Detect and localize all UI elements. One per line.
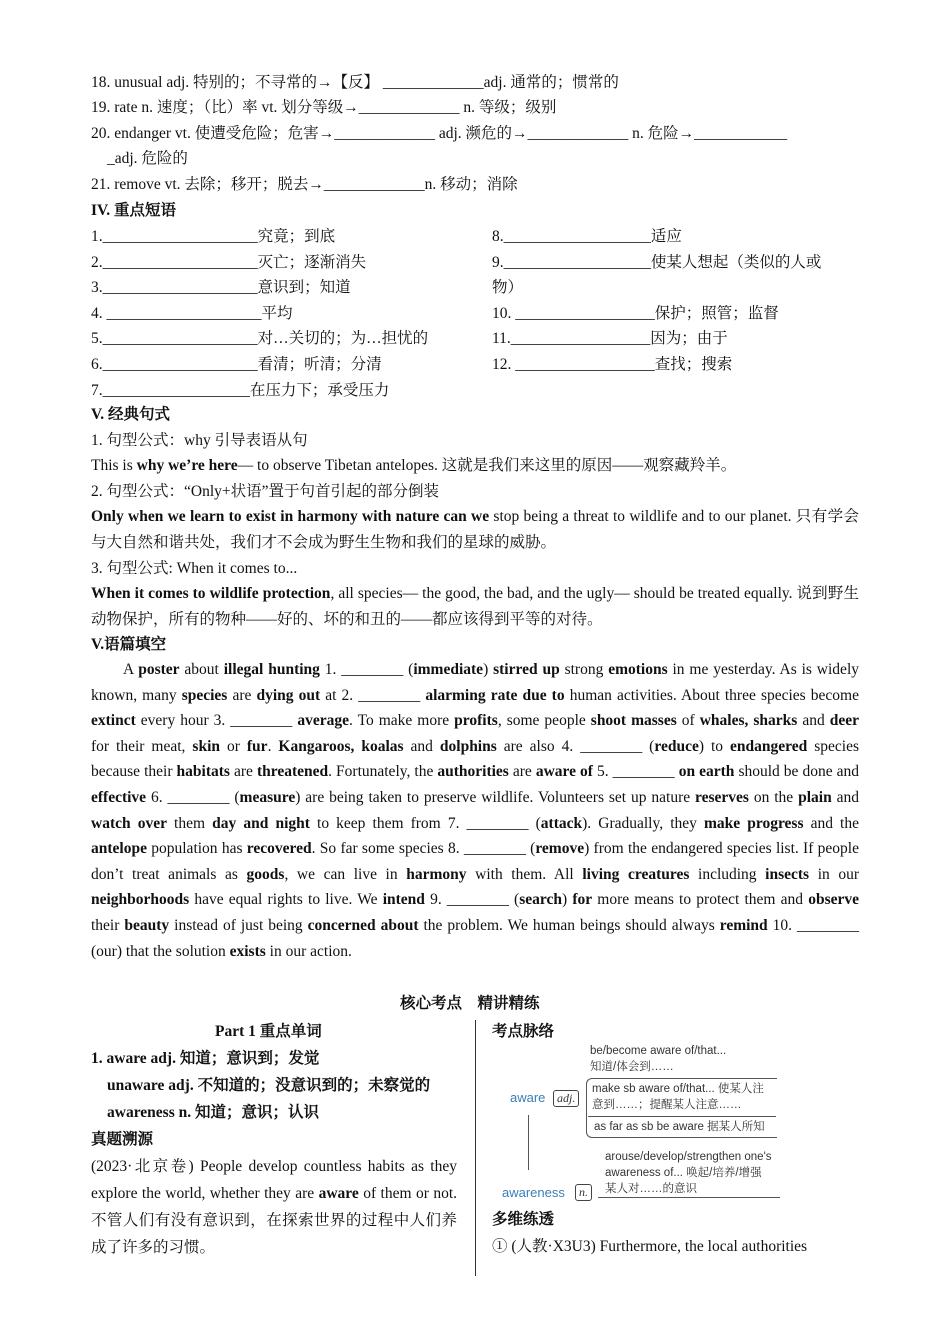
diagram-text: as far as sb be aware 据某人所知 (594, 1121, 765, 1133)
text-run: have equal rights to live. We (189, 891, 383, 909)
phrase-item: 8.___________________适应 (492, 228, 682, 245)
vocab-item-18: 18. unusual adj. 特别的；不寻常的→【反】 _____________adj. 通常的；惯常的 (91, 74, 619, 91)
bold-term: Only when we learn to exist in harmony with nature can we (91, 508, 490, 525)
bold-term: skin (192, 737, 221, 755)
phrase-item: 5.____________________对…关切的；为…担忧的 (91, 330, 429, 348)
diagram-divider (588, 1116, 776, 1117)
diagram-text: 意到……；提醒某人注意…… (592, 1099, 742, 1111)
bold-term: authorities (437, 763, 509, 781)
text-run: are (229, 763, 257, 781)
bold-term: measure (239, 788, 296, 806)
outline-heading: 考点脉络 (492, 1023, 555, 1040)
text-run: them (166, 814, 213, 832)
bold-term: remove (535, 840, 585, 858)
text-run: are (508, 763, 536, 781)
text-run: (2023·北京卷) People develop countless habits as they explore the world, whether they are (91, 1158, 457, 1202)
phrase-item: 6.____________________看清；听清；分清 (91, 356, 382, 373)
phrase-item: 9.___________________使某人想起（类似的人或 (492, 253, 822, 271)
text-run: ) (483, 661, 494, 678)
bold-term: alarming rate due to (425, 686, 565, 704)
bold-term: concerned about (307, 916, 419, 934)
bold-term: goods (246, 865, 285, 883)
text-run: in me yesterday. As is widely known, many (91, 661, 859, 704)
text-run: should be done and (734, 763, 860, 781)
bold-term: on earth (678, 763, 735, 781)
bold-term: average (297, 712, 349, 730)
bold-term: day and night (212, 814, 310, 832)
sentence-2 (91, 504, 859, 555)
sentence-1 (91, 453, 859, 479)
part-title: Part 1 重点单词 (215, 1023, 322, 1040)
bold-term: immediate (413, 661, 484, 678)
text-run: every hour 3. ________ (135, 712, 298, 730)
diagram-aware: aware (510, 1090, 546, 1105)
bold-term: effective (91, 788, 147, 806)
text-run: , we can live in (284, 865, 407, 883)
bold-term: search (519, 891, 562, 909)
formula-1: 1. 句型公式：why 引导表语从句 (91, 432, 308, 449)
text-run: and the (803, 814, 859, 832)
phrase-item: 1.____________________究竟；到底 (91, 228, 336, 245)
text-run: more means to protect them and (592, 891, 809, 909)
bold-term: extinct (91, 712, 136, 730)
text-run: This is (91, 457, 137, 474)
text-run: 6. ________ ( (146, 788, 240, 806)
core-title: 核心考点 精讲精练 (400, 995, 540, 1012)
formula-2: 2. 句型公式：“Only+状语”置于句首引起的部分倒装 (91, 483, 440, 500)
text-run: and (831, 788, 859, 806)
phrase-item: 11.__________________因为；由于 (492, 330, 728, 348)
bold-term: remind (719, 916, 768, 934)
bold-term: aware of (535, 763, 593, 781)
text-run: species because their (91, 737, 860, 781)
bold-term: for (572, 891, 593, 909)
text-run: 5. ________ (592, 763, 679, 781)
bold-term: watch over (91, 814, 167, 832)
bold-term: threatened (256, 763, 329, 781)
bold-term: deer (829, 712, 859, 730)
phrase-item: 10. __________________保护；照管；监督 (492, 304, 779, 322)
bold-term: recovered (246, 840, 312, 858)
text-run: stop being a threat to wildlife and to our planet. 只有学会与大自然和谐共处，我们才不会成为野生生物和我们的星球的威胁。 (91, 508, 859, 551)
bold-term: profits (454, 712, 498, 730)
bold-term: exists (229, 942, 266, 960)
text-run: 1. ________ ( (319, 661, 414, 678)
diagram-text: 某人对……的意识 (605, 1183, 697, 1195)
text-run: of them or not. 不管人们有没有意识到，在探索世界的过程中人们养成了许多的习惯。 (91, 1185, 457, 1256)
diagram-text: make sb aware of/that... 使某人注 (592, 1083, 764, 1095)
text-run: ). Gradually, they (582, 814, 704, 832)
text-run: . To make more (348, 712, 455, 730)
bold-term: living creatures (582, 865, 690, 883)
bold-term: whales, sharks (699, 712, 798, 730)
diagram-text: be/become aware of/that... (590, 1045, 727, 1057)
bold-term: why we’re here (136, 457, 238, 474)
cloze-passage (91, 657, 859, 964)
vocab-item-20-cont: _adj. 危险的 (107, 150, 188, 167)
bold-term: aware (318, 1185, 359, 1202)
diagram-text: awareness of... 唤起/培养/增强 (605, 1167, 762, 1179)
text-run: in our action. (265, 942, 352, 960)
word-aware: 1. aware adj. 知道；意识到；发觉 (91, 1050, 320, 1067)
phrase-item: 3.____________________意识到；知道 (91, 279, 351, 297)
bold-term: species (181, 686, 228, 704)
text-run: on the (748, 788, 799, 806)
text-run: ) from the endangered species list. If people don’t treat animals as (91, 840, 859, 883)
bold-term: fur (246, 737, 268, 755)
text-run: . (267, 737, 279, 755)
text-run: 9. ________ ( (424, 891, 520, 909)
text-run: including (689, 865, 766, 883)
text-run: the problem. We human beings should always (418, 916, 720, 934)
text-run: 10. ________ (our) that the solution (91, 916, 859, 960)
text-run: population has (146, 840, 247, 858)
diagram-awareness: awareness (502, 1185, 565, 1200)
sentence-3 (91, 581, 859, 632)
text-run: to keep them from 7. ________ ( (309, 814, 541, 832)
text-run: at 2. ________ (320, 686, 426, 704)
bold-term: intend (382, 891, 425, 909)
column-divider (475, 1020, 476, 1276)
arrow-down-icon (528, 1115, 529, 1170)
vocab-item-21: 21. remove vt. 去除；移开；脱去→_____________n. 移动；消除 (91, 176, 518, 193)
text-run: with them. All (466, 865, 583, 883)
vocab-item-20: 20. endanger vt. 使遭受危险；危害→_____________ adj. 濒危的→_____________ n. 危险→____________ (91, 125, 788, 142)
text-run: . So far some species 8. ________ ( (311, 840, 536, 858)
sentences-heading: V. 经典句式 (91, 406, 170, 423)
diagram-underline (598, 1197, 780, 1198)
text-run: ) are being taken to preserve wildlife. Volunteers set up nature (295, 788, 696, 806)
phrase-item: 物） (492, 279, 524, 297)
bold-term: poster (138, 661, 180, 678)
text-run: . Fortunately, the (328, 763, 438, 781)
word-unaware: unaware adj. 不知道的；没意识到的；未察觉的 (107, 1077, 431, 1094)
text-run: about (179, 661, 224, 678)
text-run: and (797, 712, 830, 730)
practice-text: ① (人教·X3U3) Furthermore, the local authorities (492, 1238, 808, 1255)
text-run: instead of just being (169, 916, 308, 934)
diagram-n-box: n. (575, 1184, 592, 1201)
bold-term: beauty (124, 916, 170, 934)
text-run: for their meat, (91, 737, 193, 755)
practice-heading: 多维练透 (492, 1211, 555, 1228)
text-run: their (91, 916, 125, 934)
phrase-item: 2.____________________灭亡；逐渐消失 (91, 253, 367, 271)
phrases-heading: IV. 重点短语 (91, 202, 176, 219)
bold-term: habitats (176, 763, 230, 781)
text-run: of (676, 712, 700, 730)
text-run: and (403, 737, 440, 755)
word-awareness: awareness n. 知道；意识；认识 (107, 1104, 319, 1121)
bold-term: observe (808, 891, 859, 909)
bold-term: reduce (654, 737, 699, 755)
text-run: are (227, 686, 257, 704)
bold-term: dying out (256, 686, 321, 704)
bold-term: shoot masses (590, 712, 677, 730)
text-run: ) (561, 891, 573, 909)
bold-term: make progress (703, 814, 804, 832)
phrase-item: 12. __________________查找；搜索 (492, 356, 733, 373)
bold-term: When it comes to wildlife protection (91, 585, 331, 602)
bold-term: dolphins (439, 737, 497, 755)
bold-term: antelope (91, 840, 147, 858)
source-heading: 真题溯源 (91, 1131, 154, 1148)
cloze-heading: V.语篇填空 (91, 636, 167, 653)
phrase-item: 7.___________________在压力下；承受压力 (91, 381, 390, 399)
bold-term: illegal hunting (223, 661, 320, 678)
text-run: are also 4. ________ ( (496, 737, 655, 755)
bold-term: neighborhoods (91, 891, 190, 909)
text-run: , some people (497, 712, 591, 730)
text-run: — to observe Tibetan antelopes. 这就是我们来这里的原因——观察藏羚羊。 (237, 457, 737, 474)
vocab-item-19: 19. rate n. 速度；（比）率 vt. 划分等级→_____________ n. 等级；级别 (91, 99, 557, 116)
diagram-adj-box: adj. (553, 1090, 579, 1107)
text-run: , all species— the good, the bad, and the ugly— should be treated equally. 说到野生动物保护，所有的物种——好的、坏的和丑的——都应该得到平等的对待。 (91, 585, 860, 628)
bold-term: endangered (730, 737, 808, 755)
source-text (91, 1153, 457, 1261)
bold-term: plain (798, 788, 832, 806)
phrase-item: 4. ____________________平均 (91, 304, 293, 322)
bold-term: stirred up (493, 661, 560, 678)
text-run: A (123, 661, 139, 678)
text-run: strong (559, 661, 609, 678)
bold-term: insects (765, 865, 810, 883)
diagram-text: arouse/develop/strengthen one's (605, 1151, 772, 1163)
text-run: or (220, 737, 247, 755)
text-run: in our (809, 865, 860, 883)
bold-term: harmony (406, 865, 467, 883)
bold-term: Kangaroos, koalas (278, 737, 404, 755)
bold-term: emotions (608, 661, 668, 678)
diagram-text: 知道/体会到…… (590, 1061, 674, 1073)
text-run: ) to (698, 737, 731, 755)
formula-3: 3. 句型公式: When it comes to... (91, 560, 298, 577)
bold-term: reserves (695, 788, 749, 806)
bold-term: attack (540, 814, 583, 832)
text-run: human activities. About three species become (564, 686, 859, 704)
